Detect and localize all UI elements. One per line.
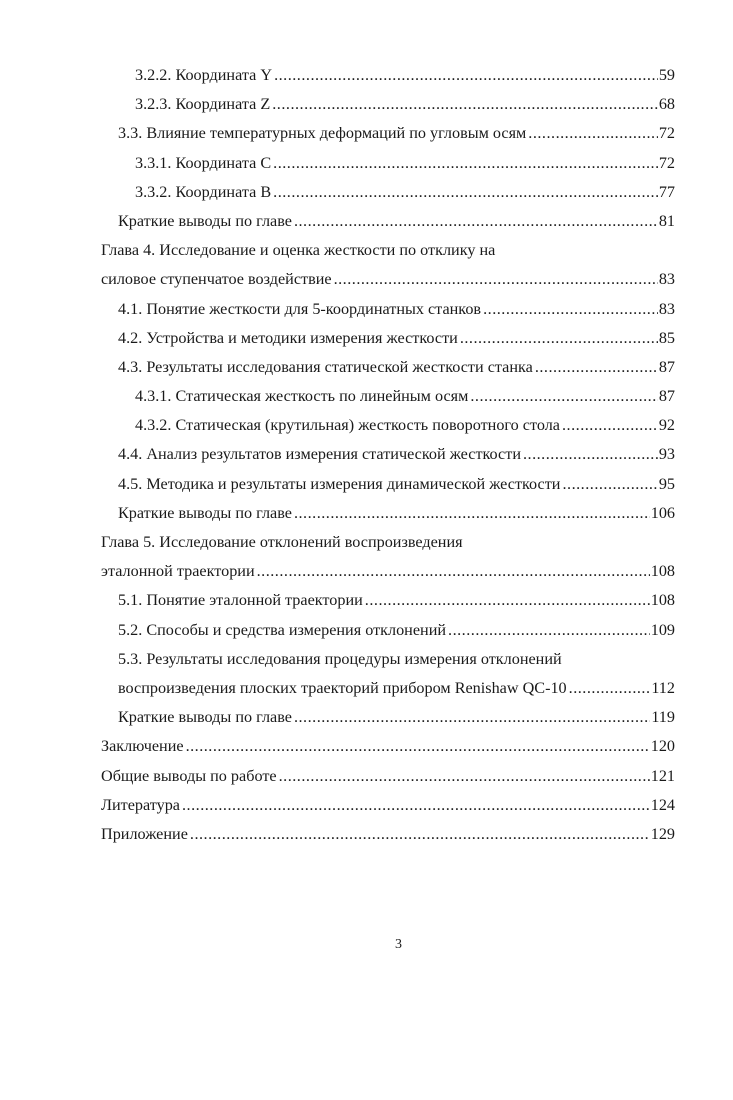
toc-row (0, 382, 733, 411)
toc-entry-page: 92 (658, 416, 675, 435)
toc-entry-title: 4.5. Методика и результаты измерения динамической жесткости (118, 474, 561, 493)
toc-dot-leader (535, 353, 658, 382)
toc-entry[interactable] (135, 178, 675, 207)
toc-row (0, 411, 733, 440)
toc-entry[interactable] (101, 528, 675, 557)
toc-entry-page: 72 (658, 153, 675, 172)
toc-dot-leader (448, 616, 650, 645)
toc-entry-page: 120 (650, 737, 675, 756)
toc-entry[interactable] (101, 820, 675, 849)
toc-dot-leader (470, 382, 657, 411)
toc-entry-title: 3.3. Влияние температурных деформаций по угловым осям (118, 124, 527, 143)
toc-row (0, 207, 733, 236)
toc-entry[interactable] (118, 470, 675, 499)
toc-entry-title: 5.1. Понятие эталонной траектории (118, 591, 363, 610)
toc-dot-leader (562, 411, 658, 440)
toc-dot-leader (279, 762, 650, 791)
toc-entry-page: 72 (658, 124, 675, 143)
toc-entry-title: 4.3.1. Статическая жесткость по линейным осям (135, 387, 469, 406)
toc-row (0, 499, 733, 528)
toc-entry-title: 4.4. Анализ результатов измерения статической жесткости (118, 445, 521, 464)
toc-entry-page: 121 (650, 766, 675, 785)
toc-dot-leader (528, 119, 658, 148)
toc-row (0, 236, 733, 265)
toc-entry-title: 5.2. Способы и средства измерения отклонений (118, 620, 447, 639)
page-number (0, 937, 733, 953)
toc-row (0, 557, 733, 586)
toc-entry[interactable] (118, 616, 675, 645)
toc-entry-title: Краткие выводы по главе (118, 211, 292, 230)
toc-dot-leader (190, 820, 650, 849)
toc-entry-title: воспроизведения плоских траекторий прибором Renishaw QC-10 (118, 678, 567, 697)
toc-row (0, 820, 733, 849)
toc-entry-title: Глава 4. Исследование и оценка жесткости по отклику на (101, 241, 496, 260)
toc-entry-title: Приложение (101, 824, 188, 843)
toc-row (0, 732, 733, 761)
toc-entry-title: Глава 5. Исследование отклонений воспроизведения (101, 533, 463, 551)
toc-entry[interactable] (118, 324, 675, 353)
toc-entry-page: 85 (658, 328, 675, 347)
toc-entry[interactable] (118, 499, 675, 528)
toc-row (0, 265, 733, 294)
toc-dot-leader (274, 61, 658, 90)
toc-entry-title: Литература (101, 795, 180, 814)
toc-dot-leader (272, 90, 658, 119)
toc-row (0, 149, 733, 178)
toc-entry-page: 93 (658, 445, 675, 464)
toc-entry[interactable] (118, 645, 675, 674)
toc-row (0, 178, 733, 207)
toc-entry-title: Общие выводы по работе (101, 766, 277, 785)
toc-entry-title: 3.2.3. Координата Z (135, 95, 271, 114)
toc-entry-title: эталонной траектории (101, 562, 255, 581)
toc-entry[interactable] (118, 295, 675, 324)
toc-entry-page: 108 (650, 562, 675, 581)
toc-row (0, 295, 733, 324)
toc-row (0, 90, 733, 119)
toc-entry[interactable] (118, 207, 675, 236)
toc-entry-page: 81 (658, 211, 675, 230)
toc-row (0, 61, 733, 90)
toc-entry-page: 109 (650, 620, 675, 639)
toc-row (0, 440, 733, 469)
toc-entry-title: 4.3. Результаты исследования статической жесткости станка (118, 357, 533, 376)
toc-dot-leader (273, 178, 658, 207)
toc-entry-page: 83 (658, 299, 675, 318)
toc-entry[interactable] (101, 265, 675, 294)
toc-dot-leader (294, 703, 650, 732)
toc-entry-page: 106 (650, 503, 675, 522)
toc-row (0, 791, 733, 820)
toc-row (0, 528, 733, 557)
toc-entry[interactable] (118, 119, 675, 148)
toc-row (0, 616, 733, 645)
toc-entry-page: 87 (658, 357, 675, 376)
toc-row (0, 762, 733, 791)
toc-dot-leader (257, 557, 650, 586)
toc-entry[interactable] (101, 762, 675, 791)
toc-row (0, 119, 733, 148)
toc-entry[interactable] (118, 586, 675, 615)
toc-row (0, 645, 733, 674)
toc-entry-title: 4.2. Устройства и методики измерения жесткости (118, 328, 458, 347)
toc-dot-leader (186, 732, 650, 761)
toc-entry-page: 129 (650, 824, 675, 843)
toc-entry-page: 77 (658, 182, 675, 201)
page-number-text: 3 (395, 937, 402, 952)
toc-entry-title: Заключение (101, 737, 184, 756)
toc-dot-leader (483, 295, 658, 324)
toc-dot-leader (365, 586, 650, 615)
toc-entry[interactable] (135, 90, 675, 119)
toc-row (0, 324, 733, 353)
toc-entry[interactable] (101, 236, 675, 265)
toc-entry-title: 3.3.2. Координата B (135, 182, 272, 201)
toc-entry[interactable] (135, 61, 675, 90)
toc-dot-leader (294, 499, 650, 528)
toc-entry-title: 5.3. Результаты исследования процедуры измерения отклонений (118, 649, 562, 668)
toc-dot-leader (294, 207, 658, 236)
toc-entry[interactable] (118, 353, 675, 382)
toc-row (0, 353, 733, 382)
toc-entry[interactable] (101, 732, 675, 761)
toc-dot-leader (273, 149, 658, 178)
toc-row (0, 470, 733, 499)
toc-dot-leader (562, 470, 657, 499)
toc-entry-page: 68 (658, 95, 675, 114)
toc-entry-title: силовое ступенчатое воздействие (101, 270, 332, 289)
toc-dot-leader (182, 791, 650, 820)
toc-dot-leader (460, 324, 658, 353)
toc-entry-title: 4.3.2. Статическая (крутильная) жесткость поворотного стола (135, 416, 560, 435)
toc-entry-page: 95 (658, 474, 675, 493)
toc-row (0, 674, 733, 703)
toc-entry[interactable] (135, 382, 675, 411)
toc-dot-leader (523, 440, 658, 469)
toc-entry[interactable] (101, 557, 675, 586)
toc-entry-page: 87 (658, 387, 675, 406)
toc-entry[interactable] (118, 703, 675, 732)
toc-entry[interactable] (118, 674, 675, 703)
toc-dot-leader (569, 674, 651, 703)
toc-entry-title: 4.1. Понятие жесткости для 5-координатных станков (118, 299, 482, 318)
toc-entry-page: 83 (658, 270, 675, 289)
toc-entry[interactable] (135, 149, 675, 178)
toc-entry-page: 59 (658, 66, 675, 84)
toc-entry[interactable] (101, 791, 675, 820)
toc-entry-page: 112 (651, 678, 675, 697)
toc-entry[interactable] (135, 411, 675, 440)
toc-entry-title: 3.2.2. Координата Y (135, 66, 273, 84)
table-of-contents (0, 61, 733, 849)
toc-entry-title: Краткие выводы по главе (118, 708, 292, 727)
toc-entry-title: Краткие выводы по главе (118, 503, 292, 522)
toc-entry-title: 3.3.1. Координата C (135, 153, 272, 172)
toc-entry-page: 124 (650, 795, 675, 814)
toc-row (0, 586, 733, 615)
toc-entry[interactable] (118, 440, 675, 469)
toc-row (0, 703, 733, 732)
toc-entry-page: 108 (650, 591, 675, 610)
toc-entry-page: 119 (651, 708, 675, 727)
toc-dot-leader (334, 265, 658, 294)
